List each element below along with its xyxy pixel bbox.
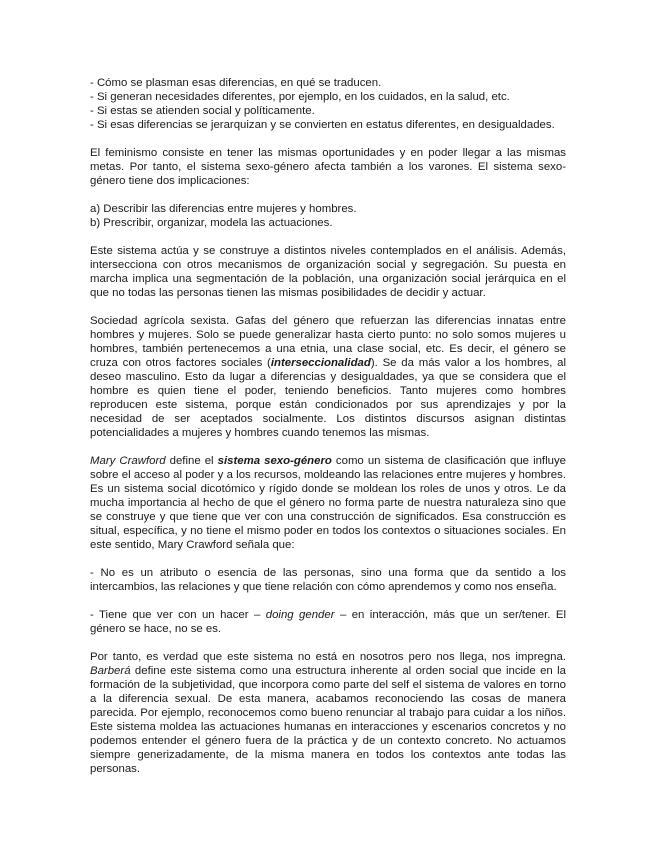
bullet-item: - Si generan necesidades diferentes, por ejemplo, en los cuidados, en la salud, etc. — [90, 91, 510, 103]
bullet-list-top — [90, 76, 566, 132]
text-run: ). Se da más valor a los hombres, al deseo masculino. Esto da lugar a diferencias y desigualdades, ya que se considera que el hombre es quien tiene el poder, teniendo beneficios. Tanto mujeres como hombres reproducen este sistema, porque están condicionados por sus aprendizajes y por la necesidad de ser aceptados socialmente. Los distintos discursos asignan distintas potencialidades a mujeres y hombres cuando tenemos las mismas. — [90, 357, 566, 439]
bullet-item: - Si esas diferencias se jerarquizan y se convierten en estatus diferentes, en desigualdades. — [90, 119, 555, 131]
document-page — [90, 76, 566, 790]
paragraph-feminismo: El feminismo consiste en tener las mismas oportunidades y en poder llegar a las mismas metas. Por tanto, el sistema sexo-género afecta también a los varones. El sistema sexo-género tiene dos implicaciones: — [90, 147, 566, 187]
text-run: – en interacción, más que un ser/tener. El género se hace, no se es. — [90, 609, 566, 635]
list-item: a) Describir las diferencias entre mujeres y hombres. — [90, 203, 357, 215]
term-doing-gender: doing gender — [265, 609, 335, 621]
term-sistema-sexo-genero: sistema sexo-género — [217, 455, 332, 467]
paragraph-portanto — [90, 650, 566, 776]
bullet-item: - Si estas se atienden social y políticamente. — [90, 105, 315, 117]
text-run: Por tanto, es verdad que este sistema no está en nosotros pero nos llega, nos impregna. — [90, 651, 566, 663]
author-crawford: Mary Crawford — [90, 455, 166, 467]
bullet-item: - Cómo se plasman esas diferencias, en qué se traducen. — [90, 77, 382, 89]
term-interseccionalidad: interseccionalidad — [270, 357, 371, 369]
list-item: b) Prescribir, organizar, modela las actuaciones. — [90, 217, 333, 229]
implicaciones-list — [90, 202, 566, 230]
paragraph-hacer — [90, 608, 566, 636]
text-run: como un sistema de clasificación que influye sobre el acceso al poder y a los recursos, moldeando las relaciones entre mujeres y hombres. Es un sistema social dicotómico y rígido donde se moldean los roles de unos y otros. Le da mucha importancia al hecho de que el género no forma parte de nuestra naturaleza sino que se construye y que tiene que ver con una construcción de significados. Esa construcción es situal, específica, y no tiene el mismo poder en todos los contextos o situaciones sociales. En este sentido, Mary Crawford señala que: — [90, 455, 566, 551]
text-run: Sociedad agrícola sexista. Gafas del género que refuerzan las diferencias innatas entre hombres y mujeres. Solo se puede generalizar hasta cierto punto: no solo somos mujeres u hombres, también pertenecemos a una etnia, una clase social, etc. Es decir, el género se cruza con otros factores sociales ( — [90, 315, 566, 369]
paragraph-crawford — [90, 454, 566, 552]
paragraph-sociedad — [90, 314, 566, 440]
paragraph-atributo: - No es un atributo o esencia de las personas, sino una forma que da sentido a los intercambios, las relaciones y que tiene relación con cómo aprendemos y como nos enseña. — [90, 567, 566, 593]
text-run: define el — [165, 455, 218, 467]
text-run: define este sistema como una estructura inherente al orden social que incide en la formación de la subjetividad, que incorpora como parte del self el sistema de valores en torno a la diferencia sexual. De esta manera, acabamos reconociendo las cosas de manera parecida. Por ejemplo, reconocemos como bueno renunciar al trabajo para cuidar a los niños. Este sistema moldea las actuaciones humanas en interacciones y escenarios concretos y no podemos entender el género fuera de la práctica y de un contexto concreto. No actuamos siempre generizadamente, de la misma manera en todos los contextos ante todas las personas. — [90, 665, 566, 775]
paragraph-niveles: Este sistema actúa y se construye a distintos niveles contemplados en el análisis. Además, intersecciona con otros mecanismos de organización social y segregación. Su puesta en marcha implica una segmentación de la población, una organización social jerárquica en el que no todas las personas tienen las mismas posibilidades de decidir y actuar. — [90, 245, 566, 299]
text-run: - Tiene que ver con un hacer – — [90, 609, 266, 621]
author-barbera: Barberá — [90, 665, 131, 677]
